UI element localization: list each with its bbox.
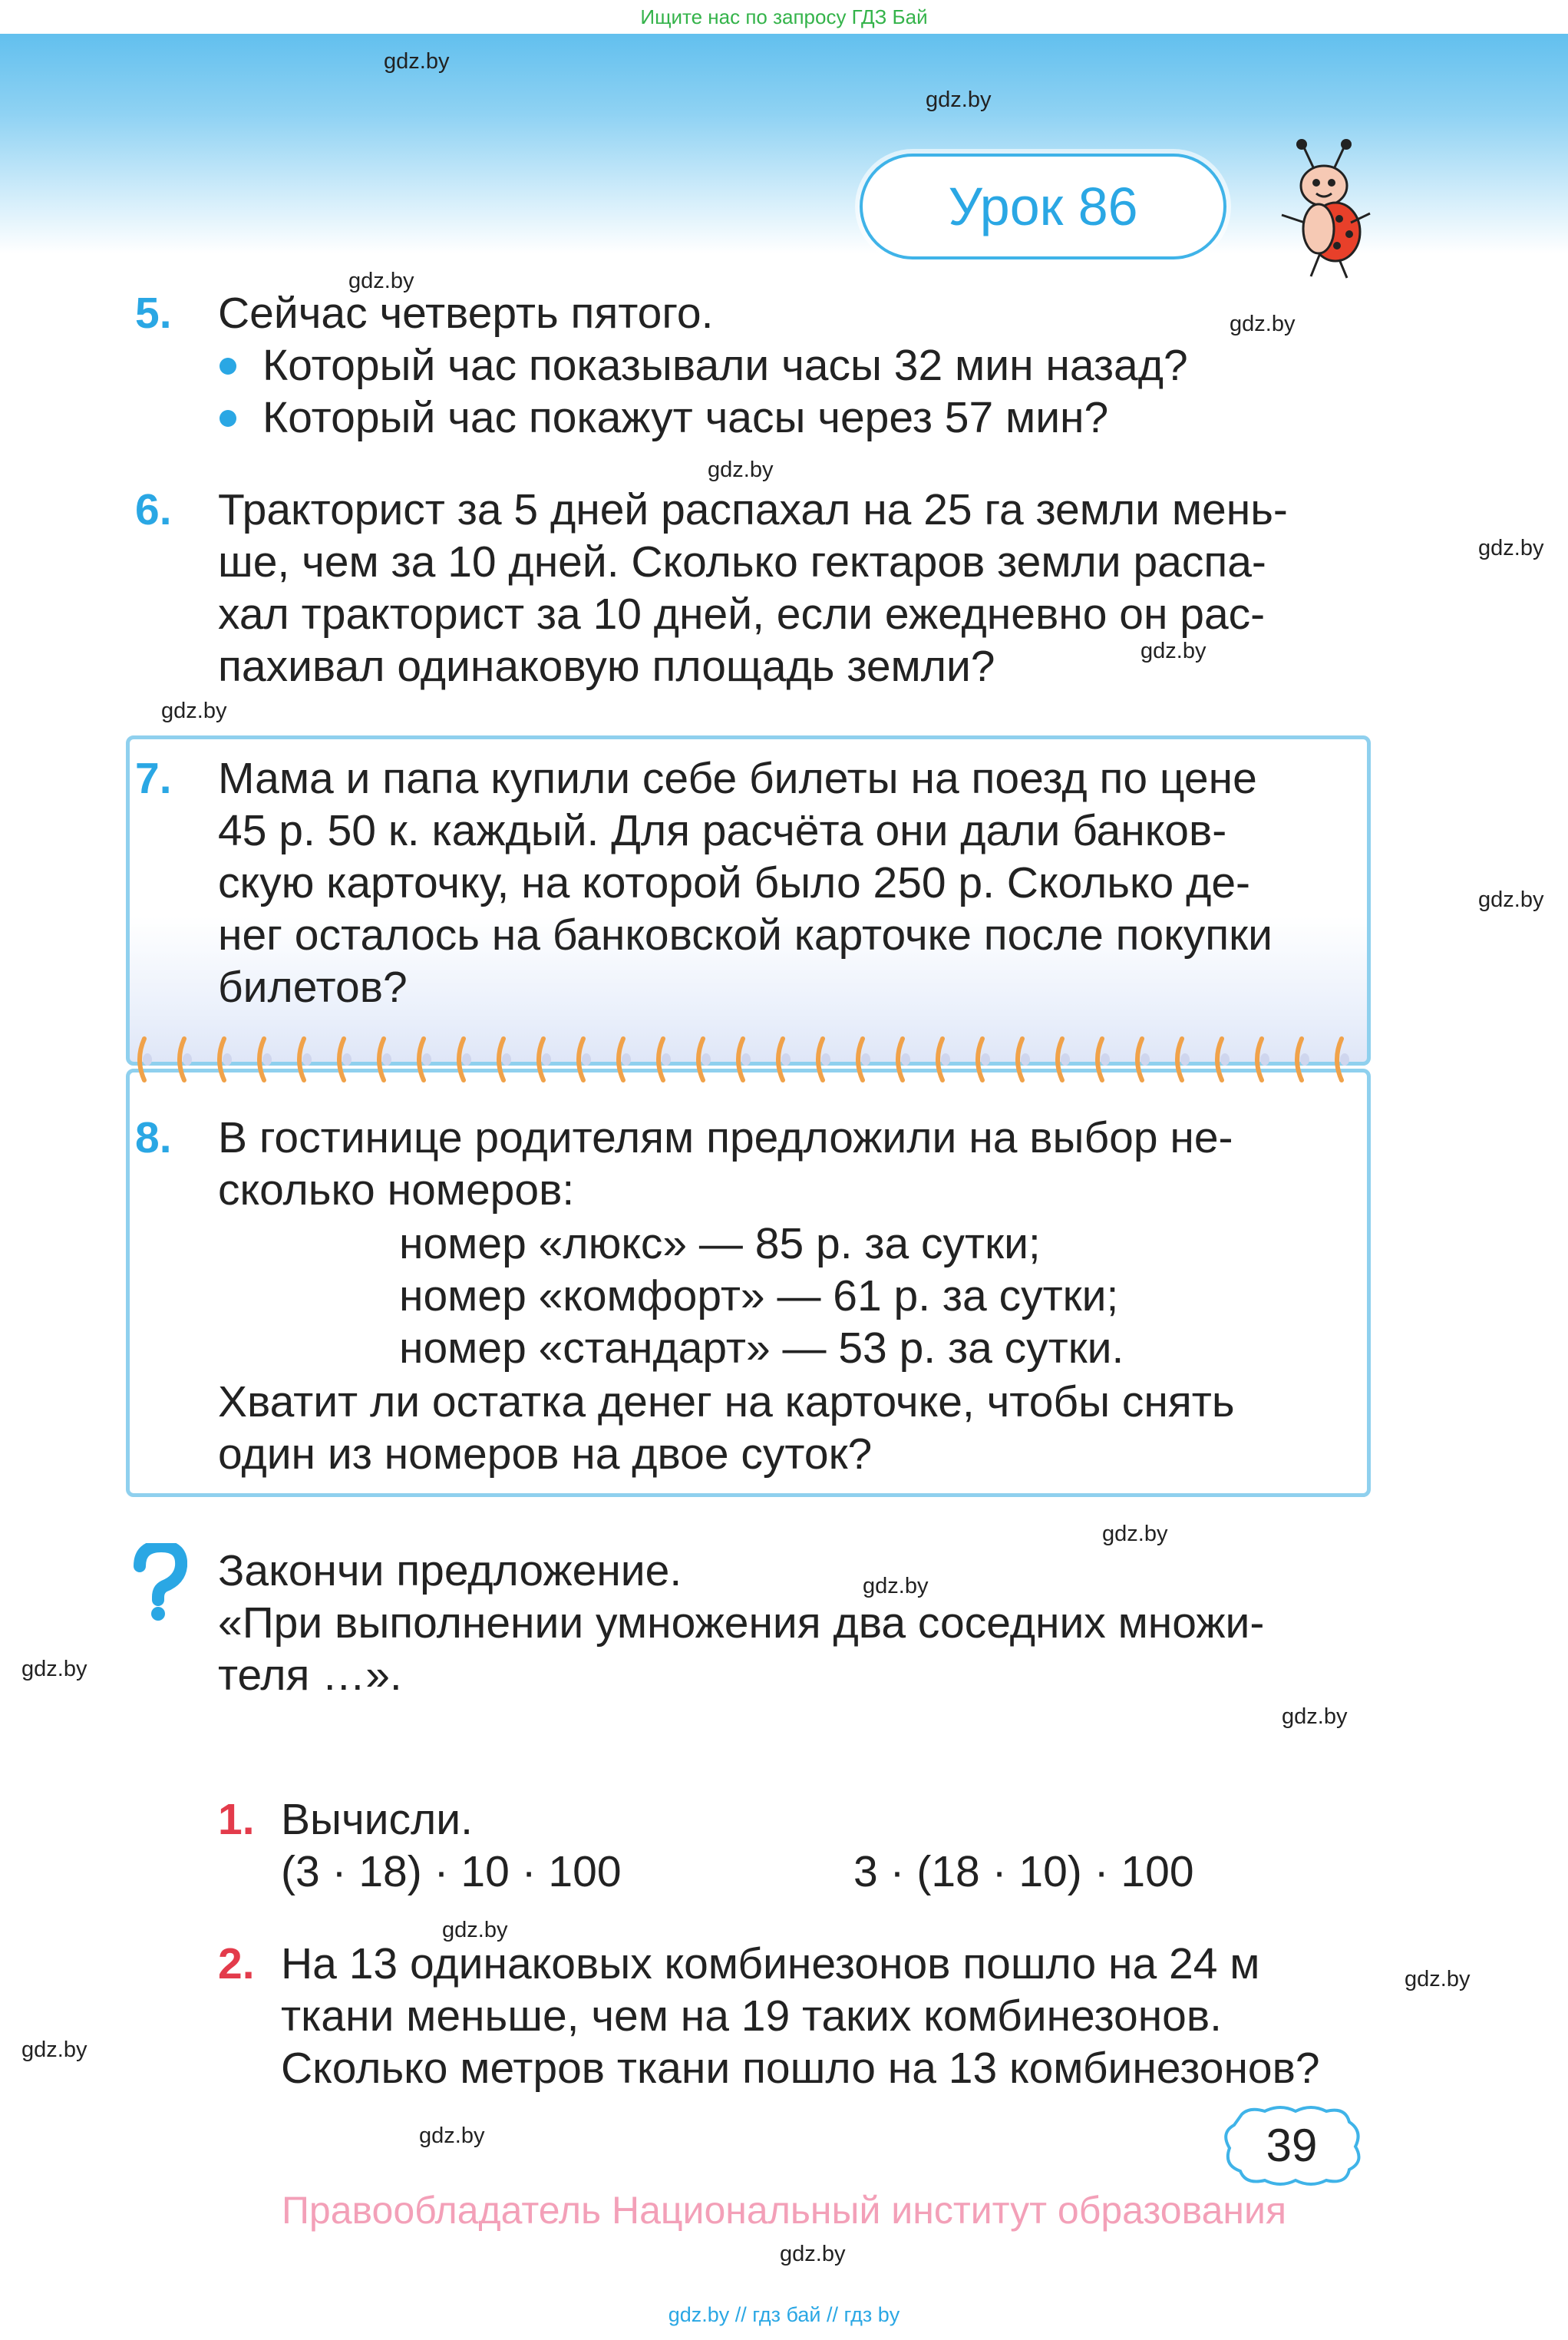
task-number: 6.: [135, 485, 172, 534]
extra-task-number: 2.: [218, 1939, 255, 1988]
watermark: gdz.by: [1478, 887, 1544, 912]
extra-task-text: На 13 одинаковых комбинезонов пошло на 24 м: [281, 1939, 1260, 1988]
watermark: gdz.by: [1141, 639, 1207, 663]
task-text: билетов?: [218, 963, 408, 1012]
watermark: gdz.by: [708, 458, 774, 482]
expression: (3 · 18) · 10 · 100: [281, 1847, 622, 1896]
question-mark-icon: [132, 1543, 187, 1621]
ladybug-icon: [1274, 138, 1374, 284]
task-text: Который час показывали часы 32 мин назад?: [262, 341, 1188, 390]
spiral-hole: [582, 1053, 591, 1066]
task-text: Мама и папа купили себе билеты на поезд по цене: [218, 754, 1257, 803]
bullet-icon: [220, 410, 236, 427]
watermark: gdz.by: [21, 2038, 87, 2062]
spiral-hole: [781, 1053, 791, 1066]
watermark: gdz.by: [348, 269, 414, 293]
room-option: номер «комфорт» — 61 р. за сутки;: [399, 1271, 1119, 1320]
spiral-hole: [183, 1053, 192, 1066]
spiral-hole: [901, 1053, 910, 1066]
task-text: Который час покажут часы через 57 мин?: [262, 393, 1109, 442]
spiral-hole: [941, 1053, 950, 1066]
spiral-hole: [223, 1053, 232, 1066]
watermark: gdz.by: [1405, 1967, 1471, 1991]
task-text: пахивал одинаковую площадь земли?: [218, 642, 995, 691]
spiral-hole: [1260, 1053, 1269, 1066]
question-text: «При выполнении умножения два соседних множи-: [218, 1598, 1265, 1648]
task-text: 45 р. 50 к. каждый. Для расчёта они дали банков-: [218, 806, 1227, 855]
room-option: номер «люкс» — 85 р. за сутки;: [399, 1219, 1041, 1268]
task-text: один из номеров на двое суток?: [218, 1429, 873, 1479]
spiral-hole: [861, 1053, 870, 1066]
watermark: gdz.by: [384, 49, 450, 74]
task-text: Тракторист за 5 дней распахал на 25 га земли мень-: [218, 485, 1288, 534]
spiral-hole: [741, 1053, 751, 1066]
extra-task-text: Вычисли.: [281, 1795, 473, 1844]
watermark: gdz.by: [1478, 536, 1544, 560]
watermark: gdz.by: [926, 88, 992, 112]
watermark: gdz.by: [161, 699, 227, 723]
spiral-hole: [1101, 1053, 1110, 1066]
spiral-hole: [422, 1053, 431, 1066]
watermark: gdz.by: [1230, 312, 1296, 336]
spiral-hole: [1021, 1053, 1030, 1066]
spiral-hole: [1220, 1053, 1230, 1066]
spiral-hole: [542, 1053, 551, 1066]
spiral-hole: [622, 1053, 631, 1066]
task-text: В гостинице родителям предложили на выбор не-: [218, 1113, 1233, 1162]
watermark: gdz.by: [442, 1918, 508, 1942]
spiral-hole: [502, 1053, 511, 1066]
watermark: gdz.by: [21, 1657, 87, 1681]
spiral-hole: [1340, 1053, 1349, 1066]
task-number: 5.: [135, 289, 172, 338]
top-banner[interactable]: Ищите нас по запросу ГДЗ Бай: [0, 0, 1568, 34]
watermark: gdz.by: [863, 1574, 929, 1598]
task-text: нег осталось на банковской карточке после покупки: [218, 911, 1273, 960]
task-text: Хватит ли остатка денег на карточке, чтобы снять: [218, 1377, 1235, 1426]
extra-task-text: Сколько метров ткани пошло на 13 комбинезонов?: [281, 2044, 1320, 2093]
spiral-hole: [262, 1053, 272, 1066]
task-text: хал тракторист за 10 дней, если ежедневно он рас-: [218, 590, 1266, 639]
watermark: gdz.by: [1282, 1704, 1348, 1729]
spiral-hole: [662, 1053, 671, 1066]
task-text: ше, чем за 10 дней. Сколько гектаров земли распа-: [218, 537, 1266, 587]
task-text: сколько номеров:: [218, 1165, 575, 1215]
task-number: 7.: [135, 754, 172, 803]
spiral-hole: [302, 1053, 312, 1066]
bottom-links[interactable]: gdz.by // гдз бай // гдз by: [668, 2303, 900, 2326]
question-text: теля …».: [218, 1651, 402, 1700]
extra-task-text: ткани меньше, чем на 19 таких комбинезонов.: [281, 1991, 1223, 2041]
spiral-hole: [1141, 1053, 1150, 1066]
room-option: номер «стандарт» — 53 р. за сутки.: [399, 1324, 1124, 1373]
spiral-hole: [1300, 1053, 1309, 1066]
spiral-binding-icon: [130, 1033, 1358, 1086]
question-text: Закончи предложение.: [218, 1546, 682, 1595]
spiral-hole: [382, 1053, 391, 1066]
watermark: gdz.by: [419, 2124, 485, 2148]
spiral-hole: [1061, 1053, 1070, 1066]
spiral-hole: [981, 1053, 990, 1066]
task-text: скую карточку, на которой было 250 р. Сколько де-: [218, 858, 1251, 907]
spiral-hole: [462, 1053, 471, 1066]
lesson-title-cloud: [860, 154, 1226, 259]
page-number: 39: [1266, 2120, 1318, 2171]
spiral-hole: [701, 1053, 711, 1066]
task-text: Сейчас четверть пятого.: [218, 289, 714, 338]
lesson-title: Урок 86: [948, 177, 1138, 236]
extra-task-number: 1.: [218, 1795, 255, 1844]
bullet-icon: [220, 358, 236, 375]
spiral-hole: [821, 1053, 830, 1066]
watermark: gdz.by: [1102, 1522, 1168, 1546]
spiral-hole: [1180, 1053, 1190, 1066]
expression: 3 · (18 · 10) · 100: [853, 1847, 1194, 1896]
task-number: 8.: [135, 1113, 172, 1162]
watermark: gdz.by: [780, 2242, 846, 2266]
spiral-hole: [342, 1053, 352, 1066]
spiral-hole: [143, 1053, 152, 1066]
copyright-footer: Правообладатель Национальный институт образования: [281, 2189, 1287, 2232]
